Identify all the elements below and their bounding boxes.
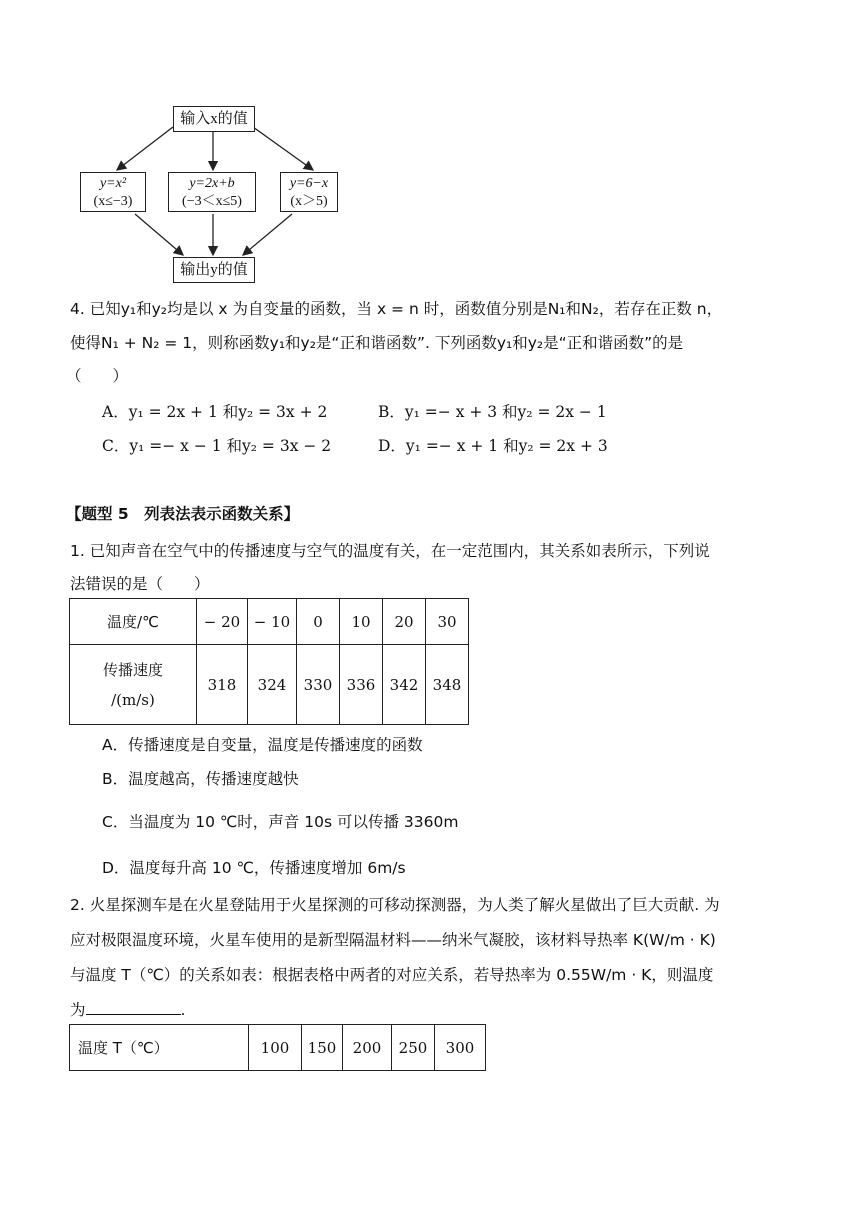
branch-1-condition: (x≤−3)	[93, 194, 133, 209]
q2-line-3: 与温度 T（℃）的关系如表：根据表格中两者的对应关系，若导热率为 0.55W/m · K，则温度	[70, 966, 714, 984]
flowchart-branch-2	[168, 172, 256, 212]
temperature-table	[69, 1024, 486, 1071]
flowchart-branch-3	[280, 172, 338, 212]
q4-bracket: （ ）	[66, 367, 129, 385]
section-heading: 【题型 5 列表法表示函数关系】	[66, 505, 300, 523]
table-cell: 温度/℃	[70, 599, 197, 645]
table-cell: 200	[343, 1025, 392, 1071]
table-cell: 300	[435, 1025, 486, 1071]
table-cell: 温度 T（℃）	[70, 1025, 249, 1071]
table-cell: 0	[297, 599, 340, 645]
q4-line-1: 4. 已知y₁和y₂均是以 x 为自变量的函数，当 x = n 时，函数值分别是N₁和N₂，若存在正数 n，	[70, 300, 723, 318]
branch-3-condition: (x＞5)	[290, 194, 328, 209]
q1-option-d: D．温度每升高 10 ℃，传播速度增加 6m/s	[102, 859, 406, 877]
branch-2-formula: y=2x+b	[189, 176, 235, 191]
q4-option-a: A．y₁ = 2x + 1 和y₂ = 3x + 2	[102, 403, 328, 421]
table-cell: 100	[249, 1025, 302, 1071]
q4-option-c: C．y₁ =− x − 1 和y₂ = 3x − 2	[102, 437, 332, 455]
table-cell: 10	[340, 599, 383, 645]
table-cell: − 10	[248, 599, 297, 645]
table-cell: 342	[383, 645, 426, 725]
flowchart-input-box	[173, 106, 255, 132]
table-row	[70, 645, 469, 725]
table-cell: 348	[426, 645, 469, 725]
q1-option-b: B．温度越高，传播速度越快	[102, 770, 299, 788]
flowchart-arrows	[0, 0, 860, 300]
q1-line-2: 法错误的是（ ）	[70, 575, 210, 593]
table-cell: 330	[297, 645, 340, 725]
q2-line-4	[70, 998, 185, 1020]
branch-1-formula: y=x²	[99, 176, 127, 191]
flowchart-output-box	[173, 257, 255, 283]
row-header-line-2: /(m/s)	[111, 690, 155, 709]
flowchart-branch-1	[80, 172, 146, 212]
table-cell	[70, 645, 197, 725]
q1-option-c: C．当温度为 10 ℃时，声音 10s 可以传播 3360m	[102, 813, 459, 831]
table-row	[70, 599, 469, 645]
table-cell: 30	[426, 599, 469, 645]
table-cell: 324	[248, 645, 297, 725]
answer-blank[interactable]	[86, 998, 181, 1015]
q1-line-1: 1. 已知声音在空气中的传播速度与空气的温度有关，在一定范围内，其关系如表所示，下列说	[70, 542, 710, 560]
q4-line-2: 使得N₁ + N₂ = 1，则称函数y₁和y₂是“正和谐函数”. 下列函数y₁和y₂是“正和谐函数”的是	[70, 334, 684, 352]
q2-line-4-prefix: 为	[70, 1001, 86, 1019]
row-header-line-1: 传播速度	[102, 660, 163, 679]
table-cell: 250	[392, 1025, 435, 1071]
branch-2-condition: (−3＜x≤5)	[182, 194, 242, 209]
table-cell: 20	[383, 599, 426, 645]
flowchart-output-text: 输出y的值	[180, 262, 248, 278]
q1-option-a: A．传播速度是自变量，温度是传播速度的函数	[102, 736, 423, 754]
table-row	[70, 1025, 486, 1071]
q4-option-b: B．y₁ =− x + 3 和y₂ = 2x − 1	[378, 403, 607, 421]
table-cell: 318	[197, 645, 248, 725]
q2-line-1: 2. 火星探测车是在火星登陆用于火星探测的可移动探测器，为人类了解火星做出了巨大贡献. 为	[70, 896, 720, 914]
q4-option-d: D．y₁ =− x + 1 和y₂ = 2x + 3	[378, 437, 608, 455]
flowchart-input-text: 输入x的值	[180, 111, 248, 127]
q2-line-2: 应对极限温度环境，火星车使用的是新型隔温材料——纳米气凝胶，该材料导热率 K(W/m · K)	[70, 931, 716, 949]
table-cell: 150	[302, 1025, 343, 1071]
speed-table	[69, 598, 469, 725]
branch-3-formula: y=6−x	[289, 176, 329, 191]
q2-line-4-suffix: .	[180, 1001, 186, 1019]
table-cell: − 20	[197, 599, 248, 645]
table-cell: 336	[340, 645, 383, 725]
